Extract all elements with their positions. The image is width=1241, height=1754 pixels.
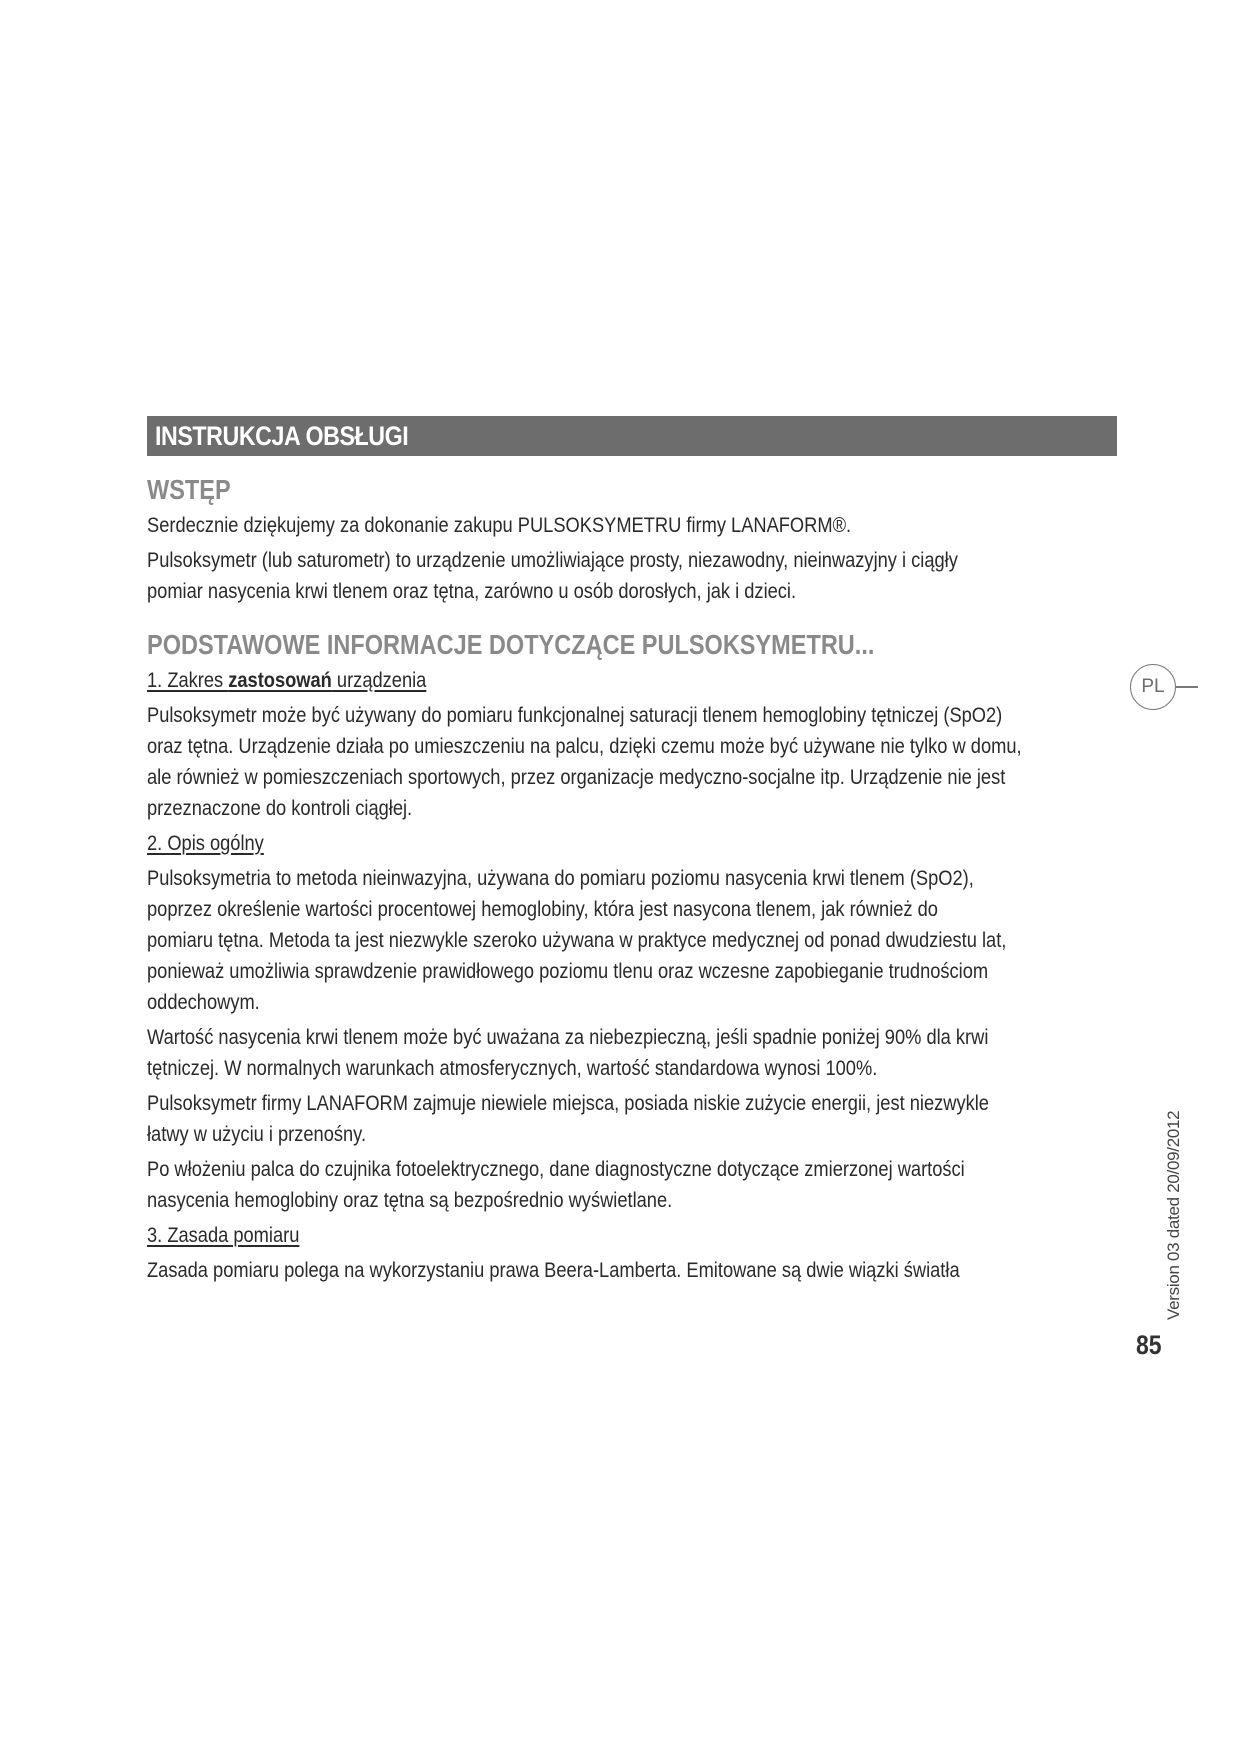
section-2-paragraph-4 xyxy=(147,1154,1116,1216)
text-line: pomiaru tętna. Metoda ta jest niezwykle szeroko używana w praktyce medycznej od ponad dwudziestu lat, xyxy=(147,928,1007,952)
section-2-title: 2. Opis ogólny xyxy=(147,831,264,855)
text-line: Pulsoksymetria to metoda nieinwazyjna, używana do pomiaru poziomu nasycenia krwi tlenem (SpO2), xyxy=(147,866,974,890)
page-number: 85 xyxy=(1136,1330,1162,1360)
version-label: Version 03 dated 20/09/2012 xyxy=(1164,1110,1183,1320)
text-line: przeznaczone do kontroli ciągłej. xyxy=(147,796,413,820)
text-line: Serdecznie dziękujemy za dokonanie zakupu PULSOKSYMETRU firmy LANAFORM®. xyxy=(147,513,852,537)
banner-title: INSTRUKCJA OBSŁUGI xyxy=(155,420,409,451)
text-line: poprzez określenie wartości procentowej hemoglobiny, która jest nasycona tlenem, jak również do xyxy=(147,897,938,921)
section-2-paragraph-3 xyxy=(147,1088,1116,1150)
language-badge-connector xyxy=(1176,686,1198,688)
text-line: Pulsoksymetr firmy LANAFORM zajmuje niewiele miejsca, posiada niskie zużycie energii, jest niezwykle xyxy=(147,1091,989,1115)
intro-paragraph-2 xyxy=(147,545,1116,607)
text-line: Po włożeniu palca do czujnika fotoelektrycznego, dane diagnostyczne dotyczące zmierzonej wartości xyxy=(147,1157,965,1181)
text-line: tętniczej. W normalnych warunkach atmosferycznych, wartość standardowa wynosi 100%. xyxy=(147,1056,878,1080)
section-1-title-bold: zastosowań xyxy=(228,668,332,692)
section-2-paragraph-2 xyxy=(147,1022,1116,1084)
text-line: ale również w pomieszczeniach sportowych, przez organizacje medyczno-socjalne itp. Urządzenie nie jest xyxy=(147,765,1006,789)
text-line: pomiar nasycenia krwi tlenem oraz tętna, zarówno u osób dorosłych, jak i dzieci. xyxy=(147,579,797,603)
section-1-title xyxy=(147,665,972,696)
section-1-paragraph xyxy=(147,700,1116,824)
text-line: ponieważ umożliwia sprawdzenie prawidłowego poziomu tlenu oraz wczesne zapobieganie trudnościom xyxy=(147,959,989,983)
manual-banner xyxy=(147,416,1117,456)
text-line: Wartość nasycenia krwi tlenem może być uważana za niebezpieczną, jeśli spadnie poniżej 90% dla krwi xyxy=(147,1025,989,1049)
intro-paragraph-1 xyxy=(147,510,1116,541)
text-line: oddechowym. xyxy=(147,990,260,1014)
basics-heading: PODSTAWOWE INFORMACJE DOTYCZĄCE PULSOKSYMETRU... xyxy=(147,629,875,660)
section-1-title-prefix: 1. Zakres xyxy=(147,668,229,692)
section-3-paragraph xyxy=(147,1255,1116,1286)
text-line: oraz tętna. Urządzenie działa po umieszczeniu na palcu, dzięki czemu może być używane nie tylko w domu, xyxy=(147,734,1022,758)
language-badge: PL xyxy=(1130,664,1176,710)
page-content xyxy=(147,416,1117,1286)
text-line: Pulsoksymetr może być używany do pomiaru funkcjonalnej saturacji tlenem hemoglobiny tętniczej (SpO2) xyxy=(147,703,1003,727)
text-line: nasycenia hemoglobiny oraz tętna są bezpośrednio wyświetlane. xyxy=(147,1188,673,1212)
section-1-title-suffix: urządzenia xyxy=(331,668,427,692)
text-line: Pulsoksymetr (lub saturometr) to urządzenie umożliwiające prosty, niezawodny, nieinwazyjny i ciągły xyxy=(147,548,958,572)
intro-heading: WSTĘP xyxy=(147,474,231,505)
text-line: Zasada pomiaru polega na wykorzystaniu prawa Beera-Lamberta. Emitowane są dwie wiązki światła xyxy=(147,1258,960,1282)
section-2-paragraph-1 xyxy=(147,863,1116,1018)
text-line: łatwy w użyciu i przenośny. xyxy=(147,1122,367,1146)
section-3-title: 3. Zasada pomiaru xyxy=(147,1223,300,1247)
